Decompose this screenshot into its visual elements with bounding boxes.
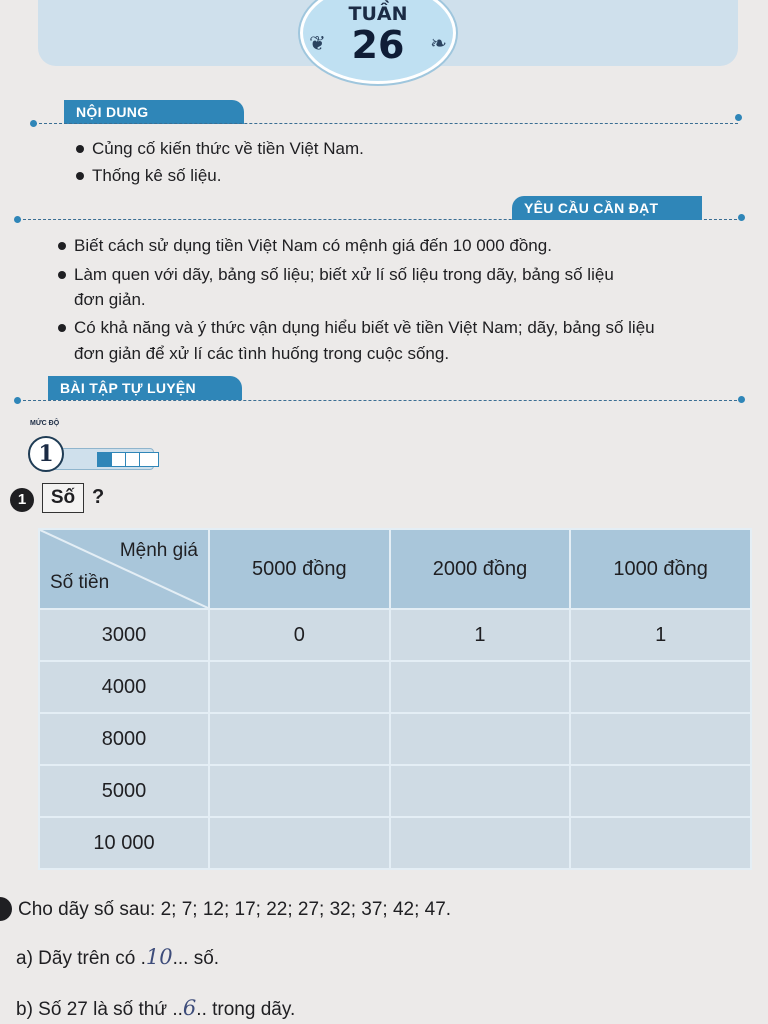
divider-dot [30,120,37,127]
answer-cell[interactable]: 0 [209,609,390,661]
answer-cell[interactable]: 1 [570,609,751,661]
amount-cell: 4000 [39,661,209,713]
amount-cell: 8000 [39,713,209,765]
ornament-left-icon: ❦ [309,31,326,55]
answer-cell[interactable] [390,661,571,713]
divider-dot [738,396,745,403]
answer-cell[interactable] [209,817,390,869]
bullet-icon [76,172,84,180]
corner-top-label: Mệnh giá [119,540,198,561]
divider-dot [735,114,742,121]
corner-header [39,529,209,609]
handwritten-answer-a[interactable]: 10 [145,945,173,969]
column-header: 1000 đồng [570,529,751,609]
table-row [39,713,751,765]
requirement-item: Biết cách sử dụng tiền Việt Nam có mệnh giá đến 10 000 đồng. [58,233,552,259]
requirement-item-continued: đơn giản để xử lí các tình huống trong cuộc sống. [74,344,450,363]
bullet-icon [76,145,84,153]
bullet-icon [58,324,66,332]
exercise2-part-a: a) Dãy trên có .10... số. [16,945,220,969]
level-label: MỨC ĐỘ [30,420,60,427]
requirement-item-continued: đơn giản. [74,290,146,309]
week-number: 26 [351,23,405,67]
amount-cell: 3000 [39,609,209,661]
money-table [38,528,752,870]
exercise2-intro: Cho dãy số sau: 2; 7; 12; 17; 22; 27; 32; 37; 42; 47. [18,899,452,920]
section-title-practice: BÀI TẬP TỰ LUYỆN [48,376,242,400]
table-row [39,661,751,713]
answer-cell[interactable] [570,713,751,765]
divider-dot [738,214,745,221]
answer-cell[interactable] [209,713,390,765]
bullet-icon [58,271,66,279]
answer-cell[interactable] [209,661,390,713]
handwritten-answer-b[interactable]: 6 [182,996,197,1020]
exercise2-part-b: b) Số 27 là số thứ ..6.. trong dãy. [16,996,296,1020]
requirement-item: Làm quen với dãy, bảng số liệu; biết xử lí số liệu trong dãy, bảng số liệu [58,262,614,288]
table-row [39,817,751,869]
answer-cell[interactable]: 1 [390,609,571,661]
exercise-number-marker [0,897,12,921]
week-label: TUẦN [348,3,408,25]
answer-cell[interactable] [209,765,390,817]
answer-cell[interactable] [570,661,751,713]
section-title-content: NỘI DUNG [64,100,244,124]
section-title-requirements: YÊU CẦU CẦN ĐẠT [512,196,702,220]
content-item: Củng cố kiến thức về tiền Việt Nam. [76,136,364,162]
answer-cell[interactable] [390,817,571,869]
bullet-icon [58,242,66,250]
question-mark: ? [92,486,105,508]
divider [34,123,738,124]
exercise-number: 1 [10,488,34,512]
table-row [39,765,751,817]
level-segment [139,452,159,467]
answer-cell[interactable] [570,765,751,817]
answer-cell[interactable] [570,817,751,869]
divider [18,400,742,401]
corner-bottom-label: Số tiền [50,572,110,593]
answer-cell[interactable] [390,713,571,765]
answer-cell[interactable] [390,765,571,817]
exercise-box-label: Số [42,483,84,513]
week-badge [300,0,456,84]
divider-dot [14,397,21,404]
content-item: Thống kê số liệu. [76,163,221,189]
table-row [39,609,751,661]
divider-dot [14,216,21,223]
ornament-right-icon: ❧ [430,31,447,55]
level-number: 1 [28,436,64,472]
column-header: 5000 đồng [209,529,390,609]
column-header: 2000 đồng [390,529,571,609]
amount-cell: 5000 [39,765,209,817]
requirement-item: Có khả năng và ý thức vận dụng hiểu biết về tiền Việt Nam; dãy, bảng số liệu [58,315,655,341]
amount-cell: 10 000 [39,817,209,869]
